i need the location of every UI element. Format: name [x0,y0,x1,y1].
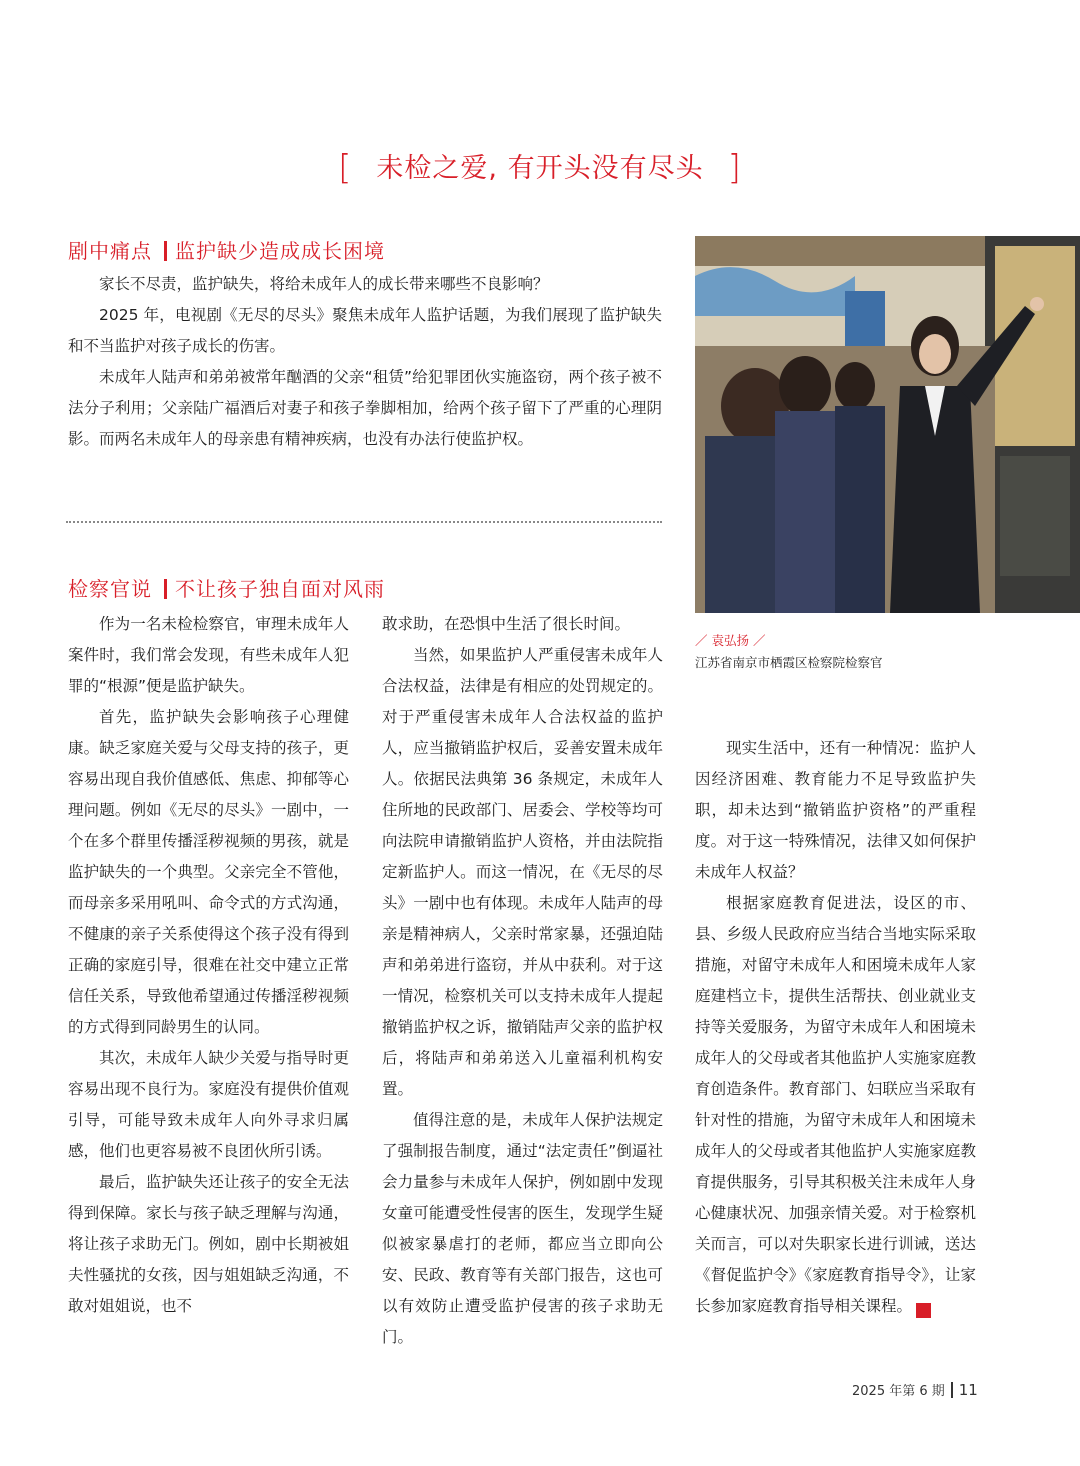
title-text: 未检之爱, 有开头没有尽头 [376,153,704,184]
issue-label: 2025 年第 6 期 [852,1384,945,1399]
section1-body [68,269,662,455]
dotted-divider [66,521,662,523]
end-mark-icon: fz [916,1303,931,1318]
heading-divider-bar [164,579,167,599]
section1-heading [68,235,385,264]
column-paragraph: 作为一名未检检察官，审理未成年人案件时，我们常会发现，有些未成年人犯罪的“根源”便是监护缺失。 [68,615,349,695]
column-paragraph: 最后，监护缺失还让孩子的安全无法得到保障。家长与孩子缺乏理解与沟通，将让孩子求助无门。例如，剧中长期被姐夫性骚扰的女孩，因与姐姐缺乏沟通，不敢对姐姐说，也不 [68,1173,349,1315]
column-paragraph: 值得注意的是，未成年人保护法规定了强制报告制度，通过“法定责任”倒逼社会力量参与未成年人保护，例如剧中发现女童可能遭受性侵害的医生，发现学生疑似被家暴虐打的老师，都应当立即向公安、民政、教育等有关部门报告，这也可以有效防止遭受监护侵害的孩子求助无门。 [382,1111,663,1346]
footer-separator [951,1382,953,1398]
page-number: 11 [958,1381,978,1399]
section1-heading-label: 剧中痛点 [68,239,152,263]
photo-illustration [695,236,1080,613]
section2-heading-title: 不让孩子独自面对风雨 [175,577,385,601]
section2-heading [68,573,385,602]
section2-column-1 [68,609,349,1322]
column-paragraph [695,888,976,1322]
column-paragraph: 首先，监护缺失会影响孩子心理健康。缺乏家庭关爱与父母支持的孩子，更容易出现自我价值感低、焦虑、抑郁等心理问题。例如《无尽的尽头》一剧中，一个在多个群里传播淫秽视频的男孩，就是监护缺失的一个典型。父亲完全不管他，而母亲多采用吼叫、命令式的方式沟通，不健康的亲子关系使得这个孩子没有得到正确的家庭引导，很难在社交中建立正常信任关系，导致他希望通过传播淫秽视频的方式得到同龄男生的认同。 [68,708,349,1036]
prosecutor-photo [695,236,1080,613]
section1-paragraph: 2025 年，电视剧《无尽的尽头》聚焦未成年人监护话题，为我们展现了监护缺失和不当监护对孩子成长的伤害。 [68,306,662,355]
column-paragraph: 当然，如果监护人严重侵害未成年人合法权益，法律是有相应的处罚规定的。对于严重侵害未成年人合法权益的监护人，应当撤销监护权后，妥善安置未成年人。依据民法典第 36 条规定，未成年人住所地的民政部门、居委会、学校等均可向法院申请撤销监护人资格，并由法院指定新监护人。而这一情况，在《无尽的尽头》一剧中也有体现。未成年人陆声的母亲是精神病人，父亲时常家暴，还强迫陆声和弟弟进行盗窃，并从中获利。对于这一情况，检察机关可以支持未成年人提起撤销监护权之诉，撤销陆声父亲的监护权后，将陆声和弟弟送入儿童福利机构安置。 [382,646,663,1098]
section1-paragraph: 未成年人陆声和弟弟被常年酗酒的父亲“租赁”给犯罪团伙实施盗窃，两个孩子被不法分子利用；父亲陆广福酒后对妻子和孩子拳脚相加，给两个孩子留下了严重的心理阴影。而两名未成年人的母亲患有精神疾病，也没有办法行使监护权。 [68,368,662,448]
title-bracket-right: ] [727,148,742,188]
column-paragraph: 其次，未成年人缺少关爱与指导时更容易出现不良行为。家庭没有提供价值观引导，可能导致未成年人向外寻求归属感，他们也更容易被不良团伙所引诱。 [68,1049,349,1160]
column-paragraph: 现实生活中，还有一种情况：监护人因经济困难、教育能力不足导致监护失职，却未达到“撤销监护资格”的严重程度。对于这一特殊情况，法律又如何保护未成年人权益？ [695,739,976,881]
photo-credit [695,630,883,674]
page-footer [852,1380,978,1399]
article-title [0,146,1080,188]
column-paragraph-continued: 敢求助，在恐惧中生活了很长时间。 [382,615,631,633]
closing-paragraph-text: 根据家庭教育促进法，设区的市、县、乡级人民政府应当结合当地实际采取措施，对留守未成年人和困境未成年人家庭建档立卡，提供生活帮扶、创业就业支持等关爱服务，为留守未成年人和困境未成年人的父母或者其他监护人实施家庭教育创造条件。教育部门、妇联应当采取有针对性的措施，为留守未成年人和困境未成年人的父母或者其他监护人实施家庭教育提供服务，引导其积极关注未成年人身心健康状况、加强亲情关爱。对于检察机关而言，可以对失职家长进行训诫，送达《督促监护令》《家庭教育指导令》，让家长参加家庭教育指导相关课程。 [695,894,976,1315]
title-bracket-left: [ [338,148,353,188]
credit-name: ／ 袁弘扬 ／ [695,633,766,648]
heading-divider-bar [164,241,167,261]
section1-paragraph: 家长不尽责，监护缺失，将给未成年人的成长带来哪些不良影响？ [99,275,549,293]
section1-heading-title: 监护缺少造成成长困境 [175,239,385,263]
section2-column-2 [382,609,663,1353]
section2-column-3 [695,733,976,1322]
credit-title: 江苏省南京市栖霞区检察院检察官 [695,655,883,670]
section2-heading-label: 检察官说 [68,577,152,601]
